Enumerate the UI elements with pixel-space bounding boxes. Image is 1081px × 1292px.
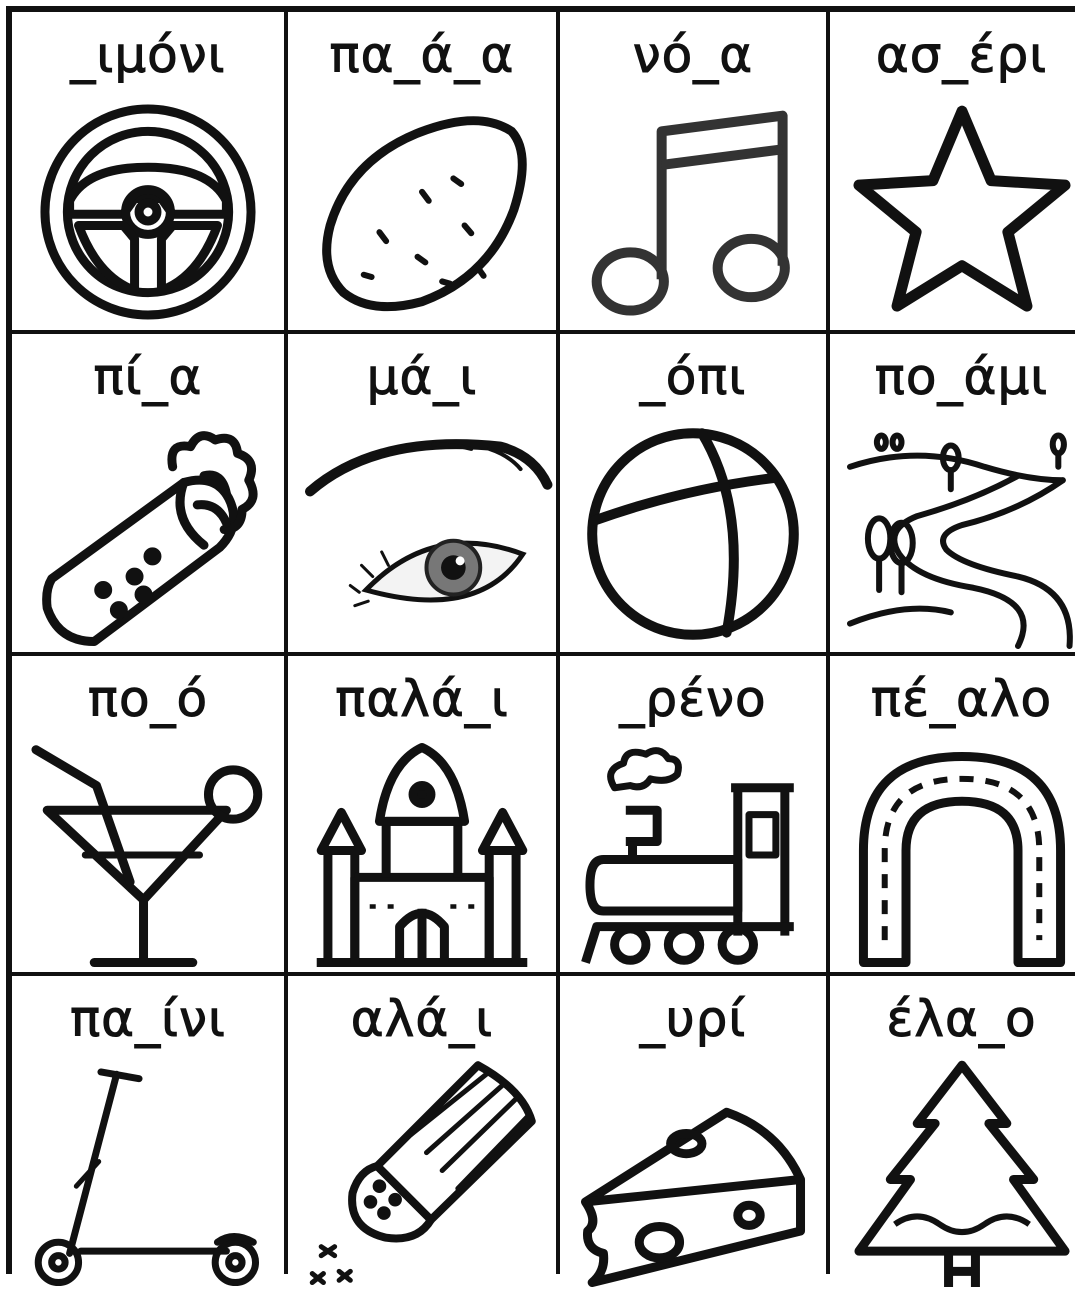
palace-icon <box>304 743 540 967</box>
card-word: νό_α <box>632 26 754 84</box>
card-potato <box>288 12 556 330</box>
cocktail-glass-icon <box>30 743 266 967</box>
card-palace <box>288 656 556 972</box>
card-word: _υρί <box>639 990 747 1048</box>
ball-icon <box>575 422 811 646</box>
card-word: _ιμόνι <box>70 26 226 84</box>
card-ball <box>560 334 826 652</box>
worksheet-grid <box>6 6 1075 1274</box>
steering-wheel-icon <box>30 100 266 324</box>
card-word: πο_άμι <box>874 348 1049 406</box>
card-fir-tree <box>830 976 1081 1292</box>
card-star <box>830 12 1081 330</box>
pita-wrap-icon <box>30 422 266 646</box>
potato-icon <box>304 100 540 324</box>
card-scooter <box>12 976 284 1292</box>
card-word: _όπι <box>639 348 747 406</box>
cheese-icon <box>575 1063 811 1287</box>
card-word: παλά_ι <box>335 670 509 728</box>
train-icon <box>575 743 811 967</box>
card-salt-shaker <box>288 976 556 1292</box>
card-steering-wheel <box>12 12 284 330</box>
card-word: πα_ά_α <box>329 26 515 84</box>
card-horseshoe <box>830 656 1081 972</box>
salt-shaker-icon <box>304 1063 540 1287</box>
card-word: πέ_αλο <box>870 670 1053 728</box>
music-note-icon <box>575 100 811 324</box>
card-word: μά_ι <box>366 348 478 406</box>
card-cheese <box>560 976 826 1292</box>
card-word: πί_α <box>93 348 203 406</box>
horseshoe-icon <box>844 743 1080 967</box>
card-word: ασ_έρι <box>875 26 1048 84</box>
scooter-icon <box>30 1063 266 1287</box>
river-icon <box>844 422 1080 646</box>
card-train <box>560 656 826 972</box>
card-word: έλα_ο <box>886 990 1037 1048</box>
eye-icon <box>304 422 540 646</box>
fir-tree-icon <box>844 1063 1080 1287</box>
card-word: πα_ίνι <box>70 990 226 1048</box>
card-word: πο_ό <box>87 670 209 728</box>
card-pita <box>12 334 284 652</box>
star-icon <box>844 100 1080 324</box>
card-word: _ρένο <box>619 670 767 728</box>
card-music-note <box>560 12 826 330</box>
card-word: αλά_ι <box>350 990 494 1048</box>
card-river <box>830 334 1081 652</box>
card-cocktail <box>12 656 284 972</box>
card-eye <box>288 334 556 652</box>
